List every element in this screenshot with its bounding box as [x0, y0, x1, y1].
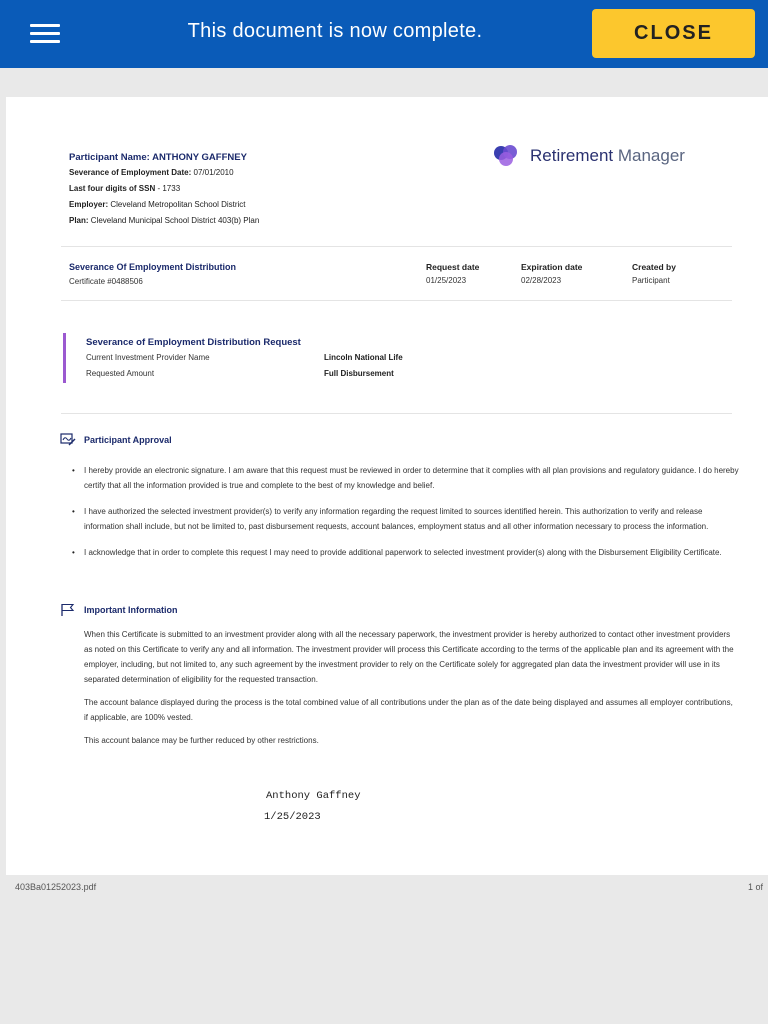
divider — [61, 413, 732, 414]
participant-name-line: Participant Name: ANTHONY GAFFNEY — [69, 152, 247, 163]
divider — [61, 300, 732, 301]
approval-list — [69, 463, 739, 571]
document-page — [6, 97, 768, 875]
expiration-date-label: Expiration date — [521, 262, 583, 272]
completion-message: This document is now complete. — [187, 20, 483, 42]
request-summary — [63, 333, 483, 383]
page-number: 1 of — [748, 882, 764, 892]
provider-label: Current Investment Provider Name — [86, 353, 210, 362]
info-paragraph: The account balance displayed during the process is the total combined value of all contributions under the plan as of the date being displayed and assumes all employer contributions, if applicable, are 100% vested. — [84, 698, 733, 722]
request-date: 01/25/2023 — [426, 276, 467, 285]
expiration-date: 02/28/2023 — [521, 276, 562, 285]
retirement-manager-logo: Retirement Manager — [492, 144, 732, 170]
severance-date-line: Severance of Employment Date: 07/01/2010 — [69, 168, 234, 177]
hamburger-menu-icon[interactable] — [26, 22, 66, 46]
flag-icon — [60, 603, 76, 617]
important-information-text — [84, 627, 734, 756]
important-information-title: Important Information — [84, 605, 178, 615]
amount-value: Full Disbursement — [324, 369, 394, 378]
signature-icon — [60, 433, 76, 447]
participant-name: ANTHONY GAFFNEY — [152, 152, 247, 163]
certificate-title: Severance Of Employment Distribution — [69, 262, 237, 272]
file-name: 403Ba01252023.pdf — [15, 882, 97, 892]
info-paragraph: This account balance may be further reduced by other restrictions. — [84, 736, 319, 745]
info-paragraph: When this Certificate is submitted to an investment provider along with all the necessary paperwork, the investment provider is hereby authorized to contact other investment providers as noted on this Certificate to verify any and all information. The investment provider will process this Certificate according to the terms of the applicable plan and its agreement with the employer, including, but not limited to, any such agreement by the investment provider to rely on the Certificate solely for aggregated plan data the investment provider will use in its separated determination of eligibility for the requested transaction. — [84, 630, 734, 684]
provider-value: Lincoln National Life — [324, 353, 403, 362]
list-item: • I hereby provide an electronic signature. I am aware that this request must be reviewed in order to determine that it complies with all plan provisions and regulatory guidance. I do hereby certify that all the information provided is true and complete to the best of my knowledge and belief. — [69, 463, 739, 493]
list-item: • I have authorized the selected investment provider(s) to verify any information regarding the request limited to sources identified herein. This authorization to verify and release information shall include, but not be limited to, past disbursement requests, account balances, employment status and all other information necessary to process the information. — [69, 504, 739, 534]
created-by-label: Created by — [632, 262, 676, 272]
amount-label: Requested Amount — [86, 369, 155, 378]
signature-date: 1/25/2023 — [264, 811, 321, 823]
plan-line: Plan: Cleveland Municipal School District 403(b) Plan — [69, 216, 260, 225]
divider — [61, 246, 732, 247]
top-bar — [0, 0, 768, 68]
signature-name: Anthony Gaffney — [266, 790, 361, 802]
close-button[interactable]: CLOSE — [592, 9, 755, 58]
employer-line: Employer: Cleveland Metropolitan School District — [69, 200, 246, 209]
created-by: Participant — [632, 276, 670, 285]
request-date-label: Request date — [426, 262, 480, 272]
certificate-number: Certificate #0488506 — [69, 277, 143, 286]
participant-approval-title: Participant Approval — [84, 435, 172, 445]
list-item: • I acknowledge that in order to complete this request I may need to provide additional paperwork to selected investment provider(s) along with the Disbursement Eligibility Certificate. — [69, 545, 739, 560]
ssn-line: Last four digits of SSN - 1733 — [69, 184, 181, 193]
request-title: Severance of Employment Distribution Request — [86, 337, 301, 348]
